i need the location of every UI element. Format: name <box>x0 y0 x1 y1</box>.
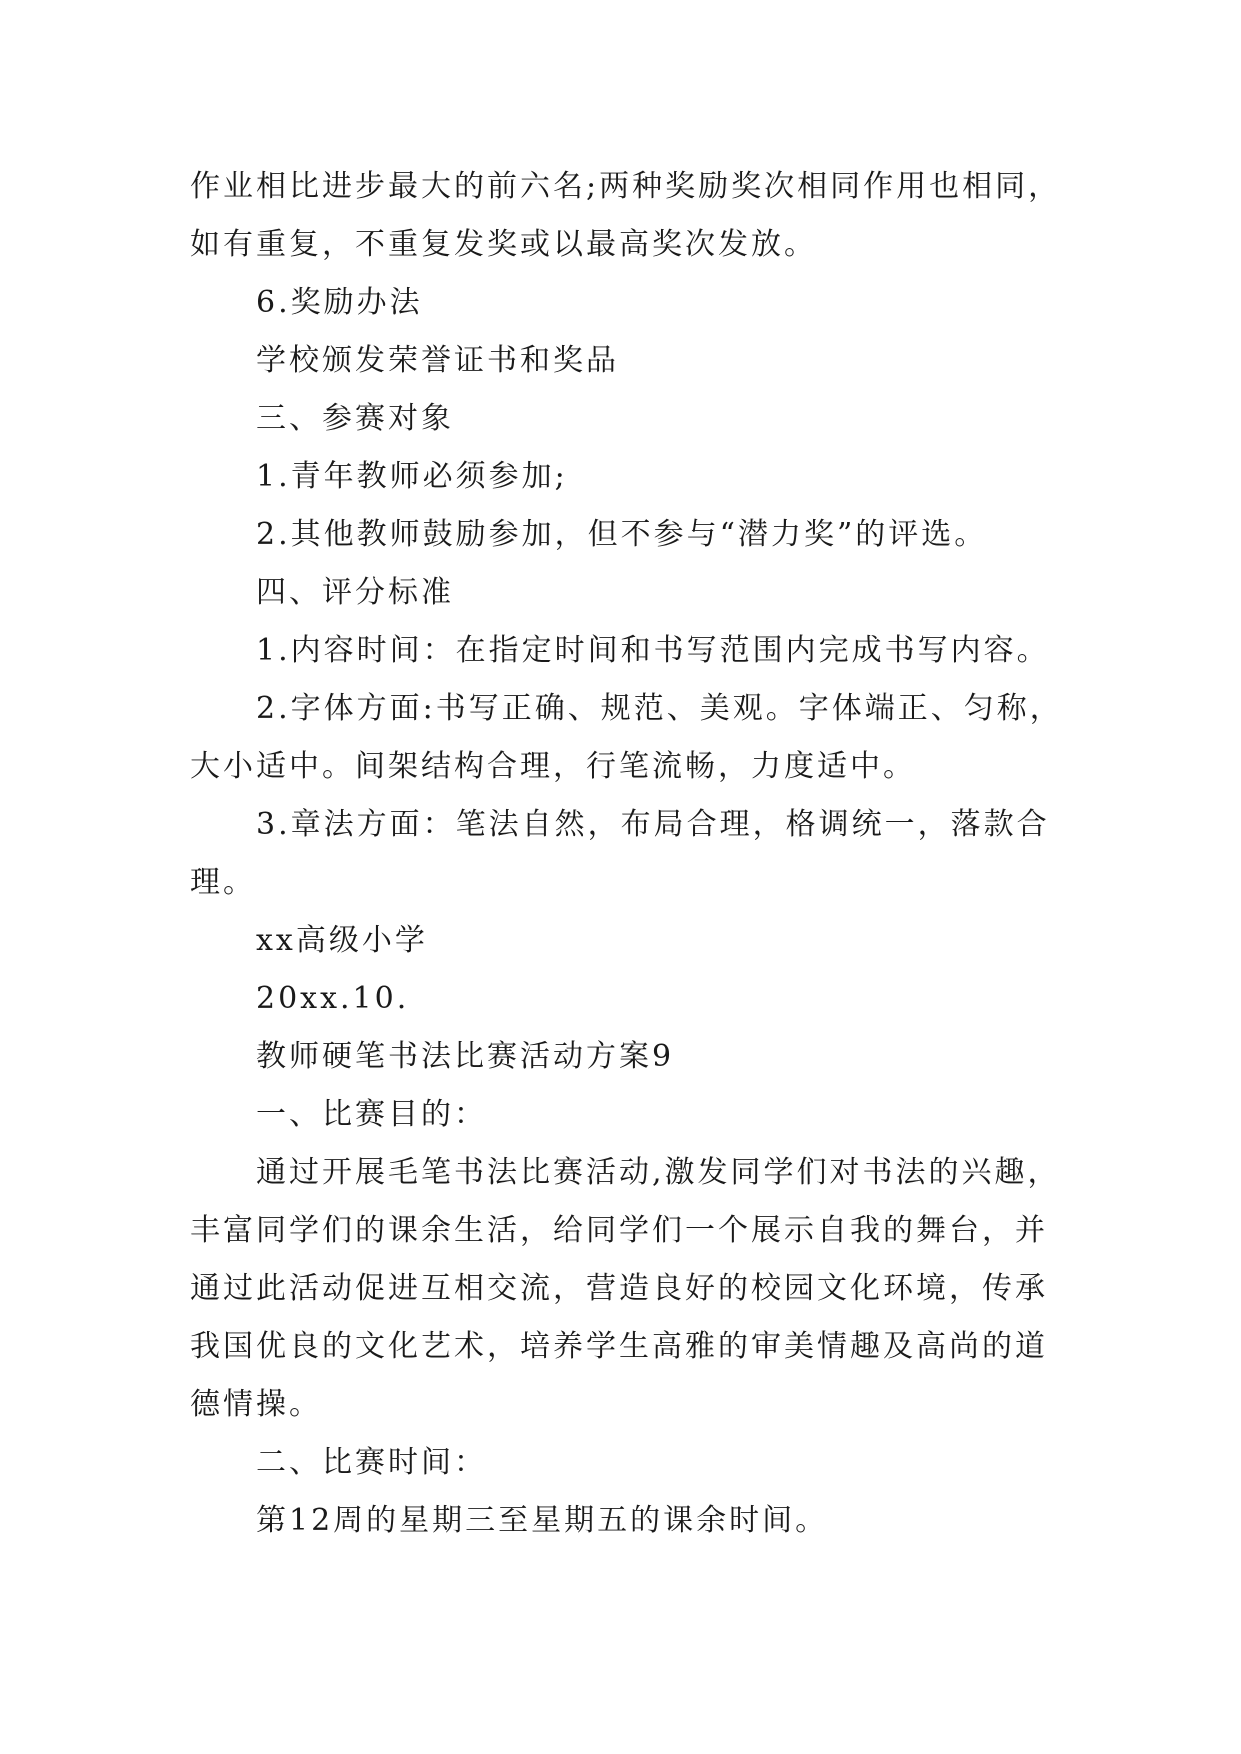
text-line: 学校颁发荣誉证书和奖品 <box>256 343 619 378</box>
section-heading: 6.奖励办法 <box>256 285 423 320</box>
section-heading: 三、参赛对象 <box>256 401 454 436</box>
text-line: 我国优良的文化艺术，培养学生高雅的审美情趣及高尚的道 <box>190 1329 1048 1364</box>
text-line: 通过此活动促进互相交流，营造良好的校园文化环境，传承 <box>190 1271 1048 1306</box>
text-line: 大小适中。间架结构合理，行笔流畅，力度适中。 <box>190 749 916 784</box>
section-heading: 四、评分标准 <box>256 575 454 610</box>
list-item: 2.其他教师鼓励参加，但不参与“潜力奖”的评选。 <box>256 517 988 552</box>
signature-date: 20xx.10. <box>256 981 410 1016</box>
text-line: 丰富同学们的课余生活，给同学们一个展示自我的舞台，并 <box>190 1213 1048 1248</box>
list-item: 3.章法方面：笔法自然，布局合理，格调统一，落款合 <box>256 807 1050 842</box>
document-body <box>190 158 1090 1550</box>
document-title: 教师硬笔书法比赛活动方案9 <box>256 1039 675 1074</box>
signature-school: xx高级小学 <box>256 923 428 958</box>
list-item: 1.青年教师必须参加; <box>256 459 568 494</box>
section-heading: 二、比赛时间： <box>256 1445 487 1480</box>
text-line: 通过开展毛笔书法比赛活动,激发同学们对书法的兴趣， <box>256 1155 1061 1190</box>
text-line: 理。 <box>190 865 256 900</box>
text-line: 德情操。 <box>190 1387 322 1422</box>
text-line: 如有重复，不重复发奖或以最高奖次发放。 <box>190 227 817 262</box>
text-line: 作业相比进步最大的前六名;两种奖励奖次相同作用也相同， <box>190 169 1062 204</box>
list-item: 1.内容时间：在指定时间和书写范围内完成书写内容。 <box>256 633 1050 668</box>
list-item: 2.字体方面:书写正确、规范、美观。字体端正、匀称， <box>256 691 1063 726</box>
text-line: 第12周的星期三至星期五的课余时间。 <box>256 1503 829 1538</box>
section-heading: 一、比赛目的： <box>256 1097 487 1132</box>
